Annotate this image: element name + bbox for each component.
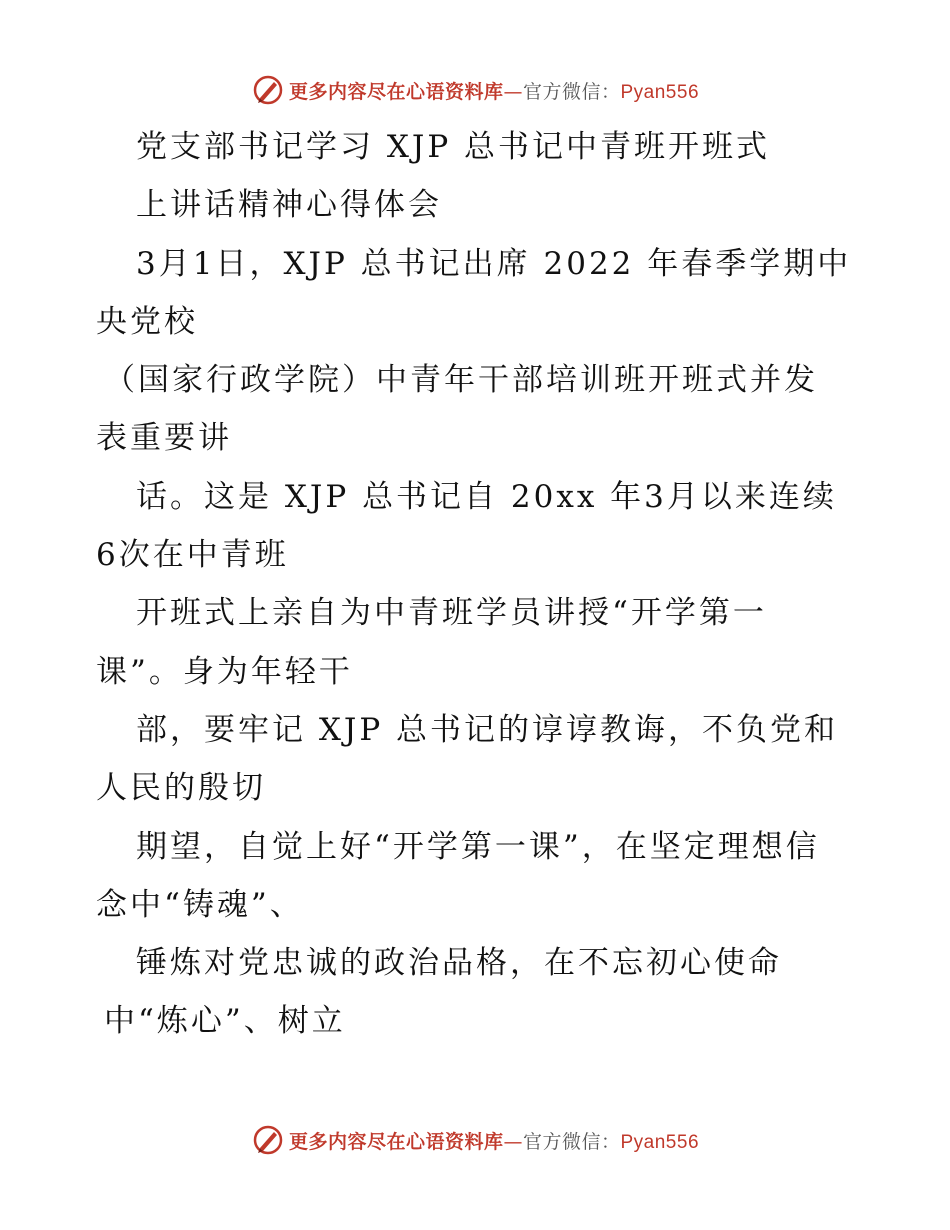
paragraph-line: 念中“铸魂”、 xyxy=(96,886,304,923)
footer-banner xyxy=(0,1120,950,1160)
banner-main-text: 更多内容尽在心语资料库 xyxy=(288,80,504,103)
paragraph-line: 3月1日，XJP 总书记出席 2022 年春季学期中 xyxy=(136,245,852,282)
paragraph-line: 中“炼心”、树立 xyxy=(104,1003,346,1040)
paragraph-line: 开班式上亲自为中青班学员讲授“开学第一 xyxy=(136,595,767,632)
paragraph-line: 部，要牢记 XJP 总书记的谆谆教诲，不负党和 xyxy=(136,711,839,748)
paragraph-line: 央党校 xyxy=(96,303,198,340)
banner-dash: — xyxy=(503,1130,523,1153)
banner-wechat-label: 官方微信： xyxy=(522,1130,621,1153)
paragraph-line: 话。这是 XJP 总书记自 20xx 年3月以来连续 xyxy=(136,478,837,515)
banner-dash: — xyxy=(503,80,523,103)
pen-logo-icon xyxy=(251,1123,285,1157)
pen-logo-icon xyxy=(251,73,285,107)
banner-text xyxy=(289,77,699,104)
paragraph-line: 人民的殷切 xyxy=(96,770,266,807)
title-line-2: 上讲话精神心得体会 xyxy=(136,187,442,224)
paragraph-line: 锤炼对党忠诚的政治品格，在不忘初心使命 xyxy=(136,945,782,982)
banner-main-text: 更多内容尽在心语资料库 xyxy=(288,1130,504,1153)
banner-wechat-label: 官方微信： xyxy=(522,80,621,103)
document-body xyxy=(96,118,876,1051)
banner-wechat-id: Pyan556 xyxy=(620,1131,700,1153)
paragraph-line: 表重要讲 xyxy=(96,420,232,457)
paragraph-line: 6次在中青班 xyxy=(96,537,289,574)
paragraph-line: （国家行政学院）中青年干部培训班开班式并发 xyxy=(104,362,818,399)
banner-text xyxy=(289,1127,699,1154)
header-banner xyxy=(0,70,950,110)
paragraph-line: 期望，自觉上好“开学第一课”，在坚定理想信 xyxy=(136,828,820,865)
banner-wechat-id: Pyan556 xyxy=(620,81,700,103)
title-line-1: 党支部书记学习 XJP 总书记中青班开班式 xyxy=(136,129,771,165)
paragraph-line: 课”。身为年轻干 xyxy=(96,653,353,690)
